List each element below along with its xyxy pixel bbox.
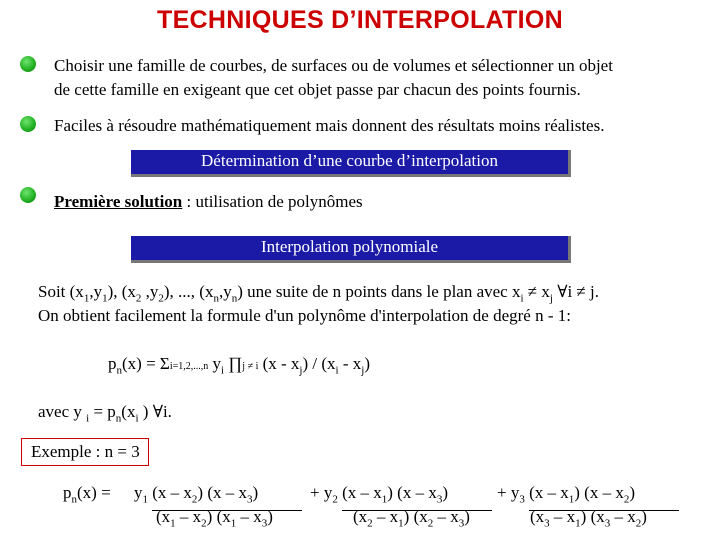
banner-interpolation-polynomiale: Interpolation polynomiale xyxy=(131,236,571,263)
term-3-numerator: + $y_3$ $(x - x_1)$ $(x - x_2)$ xyxy=(497,482,679,511)
condition-line: avec y $_i = p_n(x_i$ ) ∀i. xyxy=(38,402,172,425)
bullet-icon xyxy=(20,187,36,203)
term-1-numerator: $y_1$ $(x - x_2)$ $(x - x_3)$ xyxy=(134,482,302,511)
bullet-icon xyxy=(20,116,36,132)
bullet-icon xyxy=(20,56,36,72)
intro-line-1: Soit $(x_1,y_1)$, ($x_2$ $,y_2$), ..., $(x_n,y_n)$ une suite de n points dans le plan avec $x_i \ne x_j$ ∀i ≠ j. xyxy=(38,282,599,305)
bullet-3-text xyxy=(54,191,363,213)
banner-courbe-interpolation: Détermination d’une courbe d’interpolation xyxy=(131,150,571,177)
intro-line-2: On obtient facilement la formule d'un polynôme d'interpolation de degré n - 1: xyxy=(38,306,571,325)
lagrange-formula: $p_n(x) = \Sigma i=1,2,...,n$ $y_i$ ∏j ≠ i $(x - x_j) / (x_i - x_j)$ xyxy=(108,354,370,377)
term-3-denominator: $(x_3 - x_1)$ $(x_3 - x_2)$ xyxy=(530,507,647,530)
bullet-1-line-2: de cette famille en exigeant que cet objet passe par chacun des points fournis. xyxy=(54,80,581,99)
term-2-numerator: + $y_2$ $(x - x_1)$ $(x - x_3)$ xyxy=(310,482,492,511)
example-formula-lhs: $p_n(x)$ = xyxy=(63,483,111,506)
bullet-1-line-1: Choisir une famille de courbes, de surfaces ou de volumes et sélectionner un objet xyxy=(54,56,613,75)
term-1-denominator: $(x_1 - x_2)$ $(x_1 - x_3)$ xyxy=(156,507,273,530)
example-box: Exemple : n = 3 xyxy=(21,438,149,466)
term-2-denominator: $(x_2 - x_1)$ $(x_2 - x_3)$ xyxy=(353,507,470,530)
page-title: TECHNIQUES D’INTERPOLATION xyxy=(157,6,563,34)
premiere-solution-rest: : utilisation de polynômes xyxy=(182,192,363,211)
bullet-2-text: Faciles à résoudre mathématiquement mais donnent des résultats moins réalistes. xyxy=(54,116,605,135)
premiere-solution-label: Première solution xyxy=(54,192,183,211)
